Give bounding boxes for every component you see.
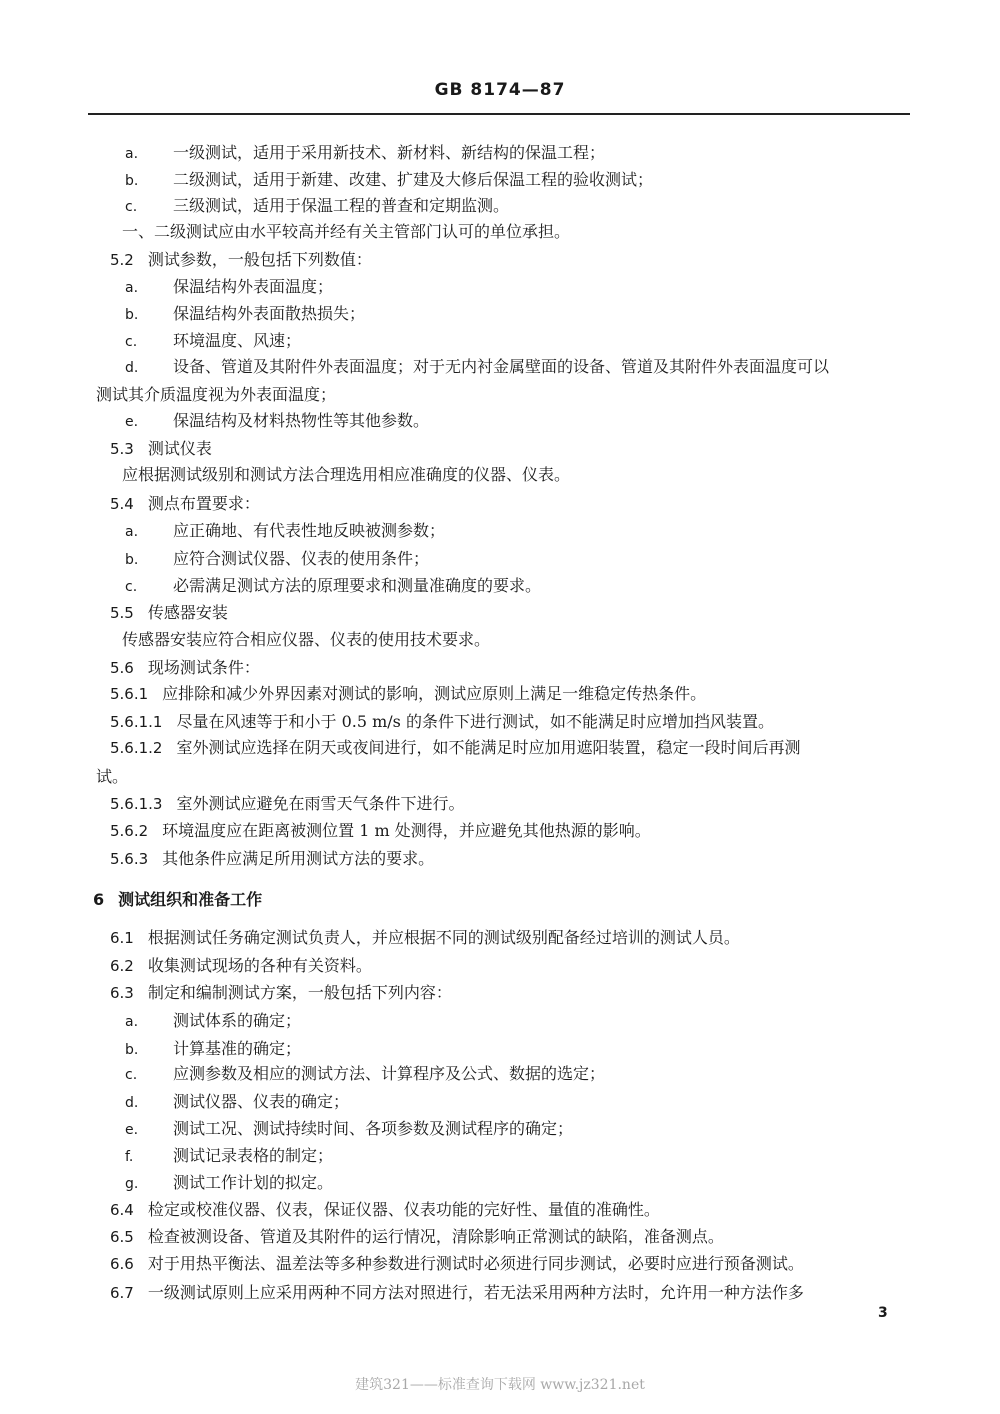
clause-number: 5.6.2 (110, 822, 149, 840)
line-text: 应排除和减少外界因素对测试的影响，测试应原则上满足一维稳定传热条件。 (162, 684, 707, 703)
line-text: 二级测试，适用于新建、改建、扩建及大修后保温工程的验收测试； (173, 170, 654, 189)
clause-number: 5.3 (110, 440, 134, 458)
list-item (125, 170, 653, 191)
list-item (125, 196, 509, 217)
line-text: 设备、管道及其附件外表面温度；对于无内衬金属壁面的设备、管道及其附件外表面温度可以 (173, 357, 830, 376)
standard-header: GB 8174—87 (434, 80, 566, 100)
item-label: f. (125, 1149, 134, 1165)
item-label: d. (125, 360, 139, 376)
item-label: e. (125, 1122, 139, 1138)
clause-number: 5.5 (110, 604, 134, 622)
clause (110, 794, 465, 814)
item-label: a. (125, 524, 139, 540)
list-item (125, 1011, 301, 1032)
line-text: 测点布置要求： (147, 494, 260, 513)
clause-number: 5.2 (110, 251, 134, 269)
list-item (125, 1146, 333, 1167)
clause (110, 738, 801, 758)
line-text: 室外测试应避免在雨雪天气条件下进行。 (176, 794, 465, 813)
paragraph-line (122, 465, 570, 485)
line-text: 测试其介质温度视为外表面温度； (96, 385, 337, 404)
line-text: 其他条件应满足所用测试方法的要求。 (162, 849, 435, 868)
list-item (125, 576, 541, 597)
clause-number: 6.3 (110, 984, 134, 1002)
list-item (125, 1064, 605, 1085)
line-text: 制定和编制测试方案，一般包括下列内容： (147, 983, 452, 1002)
list-item (125, 521, 445, 542)
line-text: 现场测试条件： (147, 658, 260, 677)
line-text: 检定或校准仪器、仪表，保证仪器、仪表功能的完好性、量值的准确性。 (147, 1200, 660, 1219)
line-text: 一级测试，适用于采用新技术、新材料、新结构的保温工程； (173, 143, 606, 162)
clause (110, 1200, 660, 1220)
line-text: 收集测试现场的各种有关资料。 (147, 956, 372, 975)
list-item (125, 411, 429, 432)
line-text: 试。 (96, 767, 129, 786)
item-label: b. (125, 552, 139, 568)
list-item (125, 277, 333, 298)
line-text: 一级测试原则上应采用两种不同方法对照进行，若无法采用两种方法时，允许用一种方法作多 (147, 1283, 804, 1302)
line-text: 检查被测设备、管道及其附件的运行情况，清除影响正常测试的缺陷，准备测点。 (147, 1227, 724, 1246)
clause (110, 1254, 804, 1274)
paragraph-line (96, 767, 128, 787)
list-item (125, 304, 365, 325)
line-text: 应正确地、有代表性地反映被测参数； (173, 521, 446, 540)
clause (110, 250, 372, 270)
clause-number: 6 (93, 890, 105, 909)
item-label: b. (125, 173, 139, 189)
clause-number: 6.1 (110, 929, 134, 947)
clause-number: 5.6.1 (110, 685, 149, 703)
list-item (125, 143, 605, 164)
clause-number: 5.6.3 (110, 850, 149, 868)
clause-number: 6.4 (110, 1201, 134, 1219)
clause (110, 712, 774, 732)
item-label: a. (125, 1014, 139, 1030)
item-label: a. (125, 280, 139, 296)
line-text: 环境温度应在距离被测位置 1 m 处测得，并应避免其他热源的影响。 (162, 821, 651, 840)
clause-number: 5.4 (110, 495, 134, 513)
clause (110, 684, 706, 704)
item-label: b. (125, 307, 139, 323)
list-item (125, 357, 829, 378)
clause (110, 1227, 724, 1247)
list-item (125, 1039, 301, 1060)
line-text: 保温结构外表面温度； (173, 277, 334, 296)
line-text: 必需满足测试方法的原理要求和测量准确度的要求。 (173, 576, 542, 595)
clause (110, 849, 434, 869)
line-text: 保温结构及材料热物性等其他参数。 (173, 411, 430, 430)
clause (110, 658, 260, 678)
list-item (125, 549, 429, 570)
clause-number: 6.2 (110, 957, 134, 975)
paragraph-line (96, 385, 336, 405)
line-text: 传感器安装应符合相应仪器、仪表的使用技术要求。 (122, 630, 491, 649)
section-heading (93, 890, 262, 910)
list-item (125, 1173, 333, 1194)
clause (110, 494, 260, 514)
clause-number: 6.7 (110, 1284, 134, 1302)
line-text: 传感器安装 (147, 603, 228, 622)
line-text: 测试工作计划的拟定。 (173, 1173, 334, 1192)
clause-number: 6.6 (110, 1255, 134, 1273)
line-text: 三级测试，适用于保温工程的普查和定期监测。 (173, 196, 510, 215)
clause (110, 439, 212, 459)
item-label: c. (125, 579, 138, 595)
line-text: 应根据测试级别和测试方法合理选用相应准确度的仪器、仪表。 (122, 465, 571, 484)
paragraph-line (122, 222, 570, 242)
clause (110, 928, 740, 948)
item-label: c. (125, 334, 138, 350)
line-text: 测试组织和准备工作 (118, 890, 263, 909)
item-label: g. (125, 1176, 139, 1192)
clause (110, 603, 228, 623)
line-text: 测试体系的确定； (173, 1011, 302, 1030)
item-label: d. (125, 1095, 139, 1111)
item-label: b. (125, 1042, 139, 1058)
line-text: 对于用热平衡法、温差法等多种参数进行测试时必须进行同步测试，必要时应进行预备测试。 (147, 1254, 804, 1273)
line-text: 计算基准的确定； (173, 1039, 302, 1058)
clause (110, 821, 651, 841)
item-label: e. (125, 414, 139, 430)
clause (110, 983, 452, 1003)
clause-number: 6.5 (110, 1228, 134, 1246)
page-number: 3 (878, 1305, 888, 1321)
list-item (125, 1092, 349, 1113)
line-text: 室外测试应选择在阴天或夜间进行，如不能满足时应加用遮阳装置，稳定一段时间后再测 (176, 738, 801, 757)
line-text: 应测参数及相应的测试方法、计算程序及公式、数据的选定； (173, 1064, 606, 1083)
line-text: 测试仪器、仪表的确定； (173, 1092, 350, 1111)
clause-number: 5.6 (110, 659, 134, 677)
line-text: 环境温度、风速； (173, 331, 302, 350)
header-rule (88, 113, 910, 115)
line-text: 测试仪表 (147, 439, 212, 458)
item-label: c. (125, 1067, 138, 1083)
line-text: 应符合测试仪器、仪表的使用条件； (173, 549, 430, 568)
line-text: 根据测试任务确定测试负责人，并应根据不同的测试级别配备经过培训的测试人员。 (147, 928, 740, 947)
line-text: 测试记录表格的制定； (173, 1146, 334, 1165)
item-label: c. (125, 199, 138, 215)
clause-number: 5.6.1.1 (110, 713, 163, 731)
line-text: 保温结构外表面散热损失； (173, 304, 366, 323)
paragraph-line (122, 630, 490, 650)
line-text: 测试参数，一般包括下列数值： (147, 250, 372, 269)
clause-number: 5.6.1.3 (110, 795, 163, 813)
item-label: a. (125, 146, 139, 162)
list-item (125, 1119, 573, 1140)
line-text: 尽量在风速等于和小于 0.5 m/s 的条件下进行测试，如不能满足时应增加挡风装置。 (176, 712, 774, 731)
line-text: 一、二级测试应由水平较高并经有关主管部门认可的单位承担。 (122, 222, 571, 241)
watermark-footer: 建筑321——标准查询下载网 www.jz321.net (355, 1377, 645, 1393)
clause (110, 1283, 804, 1303)
clause (110, 956, 372, 976)
line-text: 测试工况、测试持续时间、各项参数及测试程序的确定； (173, 1119, 574, 1138)
clause-number: 5.6.1.2 (110, 739, 163, 757)
list-item (125, 331, 301, 352)
